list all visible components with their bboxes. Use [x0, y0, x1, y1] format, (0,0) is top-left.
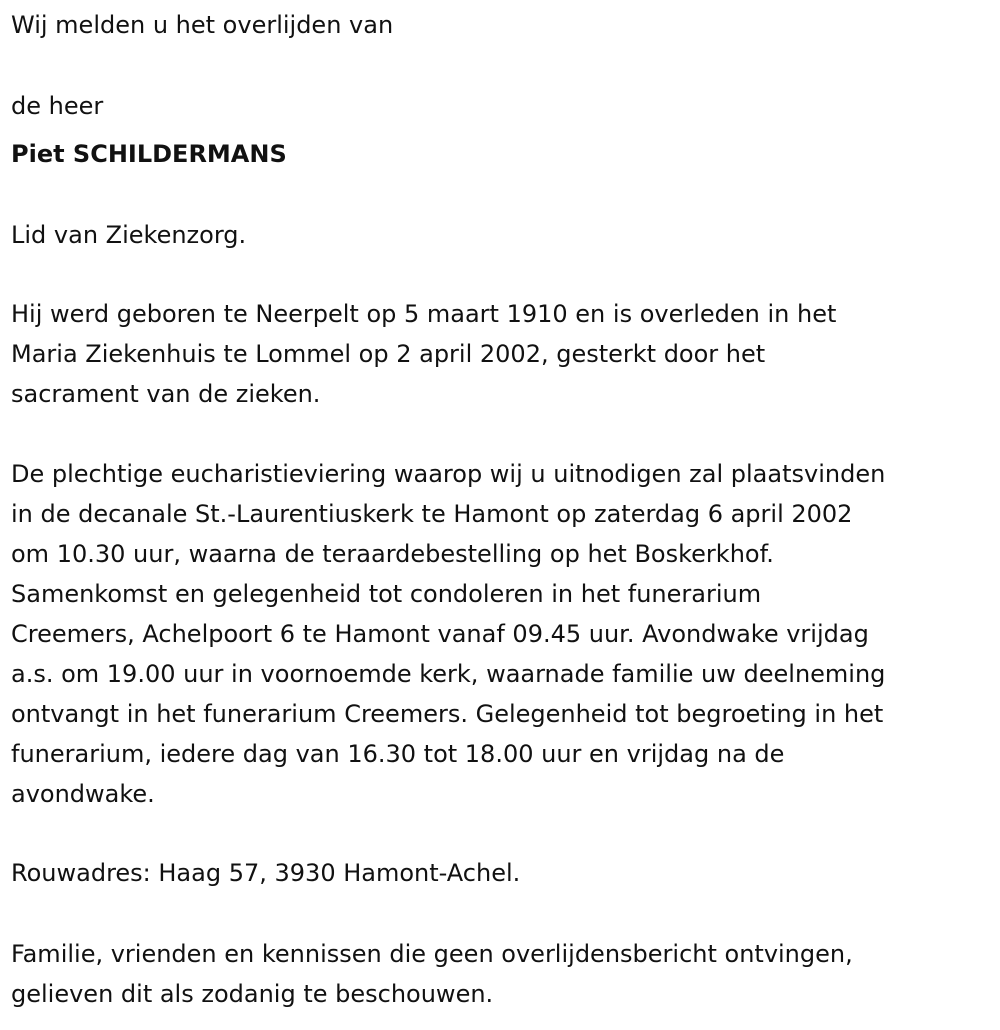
ceremony-line-2: in de decanale St.-Laurentiuskerk te Hamont op zaterdag 6 april 2002	[11, 500, 853, 528]
closing-line-2: gelieven dit als zodanig te beschouwen.	[11, 980, 494, 1008]
membership-text: Lid van Ziekenzorg.	[11, 221, 247, 249]
intro-text: Wij melden u het overlijden van	[11, 11, 394, 39]
ceremony-line-5: Creemers, Achelpoort 6 te Hamont vanaf 09.45 uur. Avondwake vrijdag	[11, 620, 869, 648]
birth-death-line-3: sacrament van de zieken.	[11, 380, 321, 408]
salutation-text: de heer	[11, 92, 104, 120]
ceremony-line-1: De plechtige eucharistieviering waarop wij u uitnodigen zal plaatsvinden	[11, 460, 886, 488]
ceremony-line-6: a.s. om 19.00 uur in voornoemde kerk, waarnade familie uw deelneming	[11, 660, 886, 688]
ceremony-line-9: avondwake.	[11, 780, 155, 808]
closing-line-1: Familie, vrienden en kennissen die geen overlijdensbericht ontvingen,	[11, 940, 853, 968]
ceremony-line-7: ontvangt in het funerarium Creemers. Gelegenheid tot begroeting in het	[11, 700, 884, 728]
deceased-name: Piet SCHILDERMANS	[11, 140, 287, 168]
birth-death-line-2: Maria Ziekenhuis te Lommel op 2 april 2002, gesterkt door het	[11, 340, 766, 368]
birth-death-line-1: Hij werd geboren te Neerpelt op 5 maart 1910 en is overleden in het	[11, 300, 837, 328]
ceremony-line-4: Samenkomst en gelegenheid tot condoleren in het funerarium	[11, 580, 762, 608]
mourning-address: Rouwadres: Haag 57, 3930 Hamont-Achel.	[11, 859, 521, 887]
ceremony-line-8: funerarium, iedere dag van 16.30 tot 18.00 uur en vrijdag na de	[11, 740, 785, 768]
ceremony-line-3: om 10.30 uur, waarna de teraardebestelling op het Boskerkhof.	[11, 540, 774, 568]
